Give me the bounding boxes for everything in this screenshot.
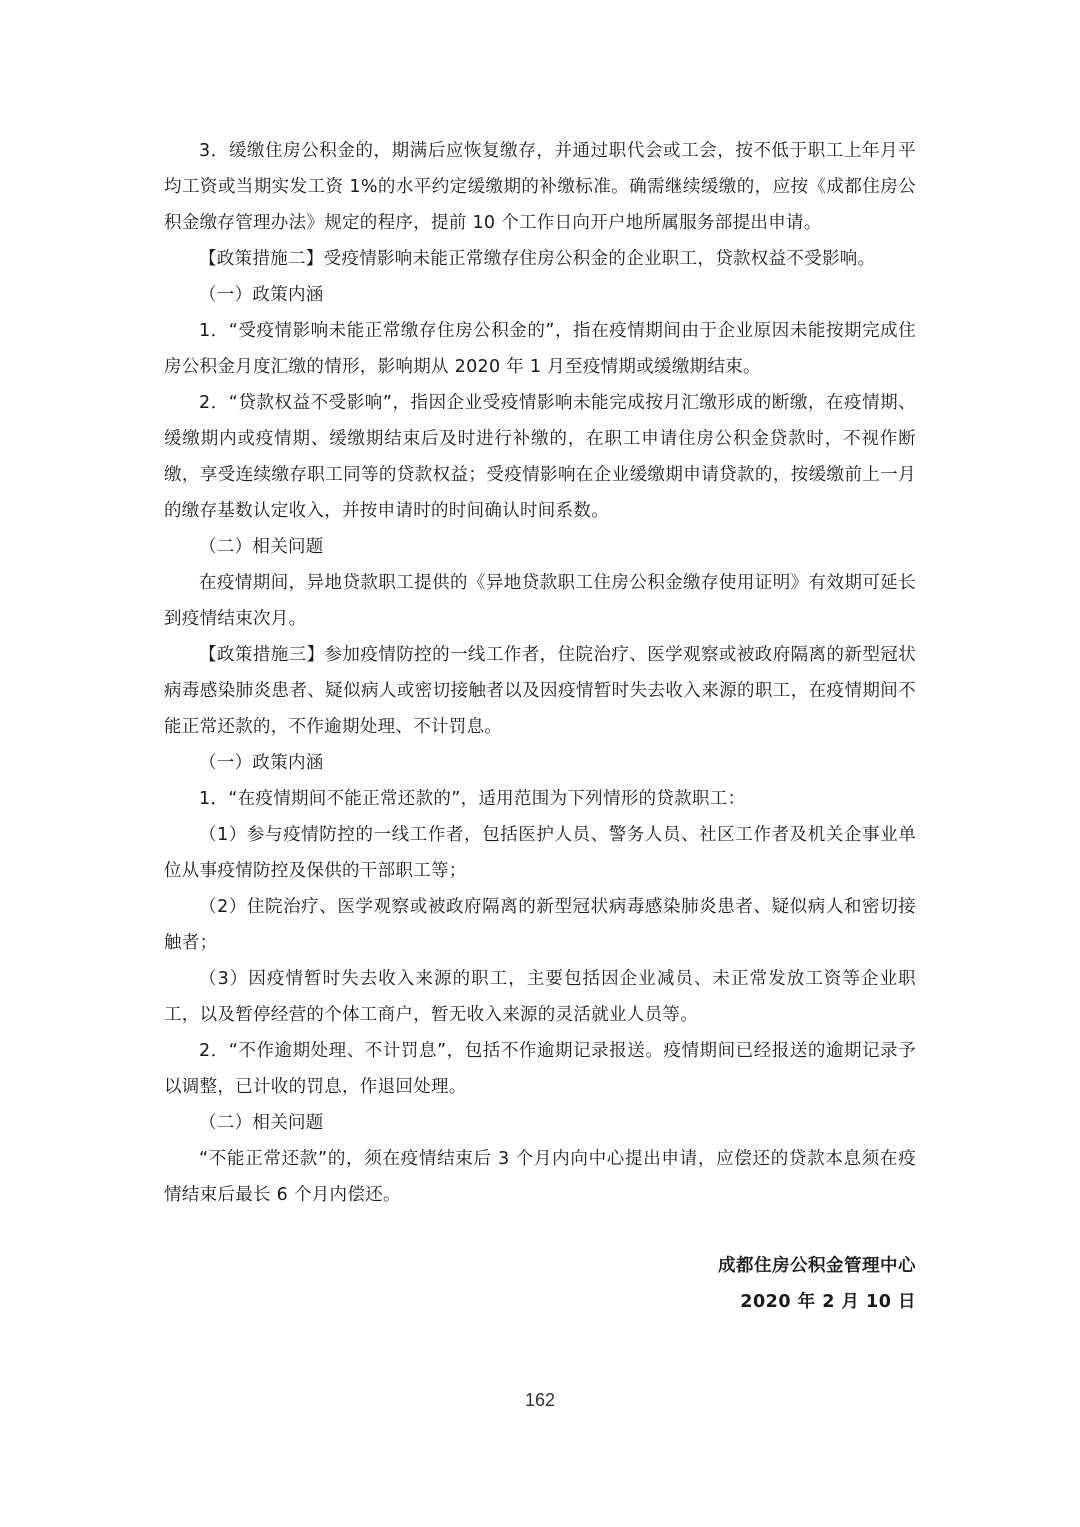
paragraph-remote-loan-proof: 在疫情期间，异地贷款职工提供的《异地贷款职工住房公积金缴存使用证明》有效期可延长到疫情结束次月。 <box>164 573 916 629</box>
paragraph-subitem-3: （3）因疫情暂时失去收入来源的职工，主要包括因企业减员、未正常发放工资等企业职工，以及暂停经营的个体工商户，暂无收入来源的灵活就业人员等。 <box>164 969 916 1025</box>
paragraph-subitem-1: （1）参与疫情防控的一线工作者，包括医护人员、警务人员、社区工作者及机关企事业单位从事疫情防控及保供的干部职工等； <box>164 825 916 881</box>
paragraph-subitem-2: （2）住院治疗、医学观察或被政府隔离的新型冠状病毒感染肺炎患者、疑似病人和密切接触者； <box>164 897 916 953</box>
signature-date: 2020 年 2 月 10 日 <box>740 1292 916 1312</box>
paragraph-policy-content-heading-2: （一）政策内涵 <box>199 753 324 773</box>
paragraph-related-issues-heading-2: （二）相关问题 <box>199 1113 324 1133</box>
paragraph-scope-item-1: 1．“在疫情期间不能正常还款的”，适用范围为下列情形的贷款职工： <box>199 789 746 809</box>
paragraph-policy-content-heading: （一）政策内涵 <box>199 285 324 305</box>
paragraph-deferral-resume: 3．缓缴住房公积金的，期满后应恢复缴存，并通过职代会或工会，按不低于职工上年月平均工资或当期实发工资 1%的水平约定缓缴期的补缴标准。确需继续缓缴的，应按《成都住房公积金缴存管理办法》规定的程序，提前 10 个工作日向开户地所属服务部提出申请。 <box>164 141 916 233</box>
paragraph-item-1: 1．“受疫情影响未能正常缴存住房公积金的”，指在疫情期间由于企业原因未能按期完成住房公积金月度汇缴的情形，影响期从 2020 年 1 月至疫情期或缓缴期结束。 <box>164 321 916 377</box>
document-body <box>164 133 916 1213</box>
paragraph-policy-measure-3: 【政策措施三】参加疫情防控的一线工作者，住院治疗、医学观察或被政府隔离的新型冠状病毒感染肺炎患者、疑似病人或密切接触者以及因疫情暂时失去收入来源的职工，在疫情期间不能正常还款的，不作逾期处理、不计罚息。 <box>164 645 916 737</box>
paragraph-repayment-application: “不能正常还款”的，须在疫情结束后 3 个月内向中心提出申请，应偿还的贷款本息须在疫情结束后最长 6 个月内偿还。 <box>164 1149 916 1205</box>
page-number: 162 <box>524 1390 556 1410</box>
paragraph-policy-measure-2: 【政策措施二】受疫情影响未能正常缴存住房公积金的企业职工，贷款权益不受影响。 <box>199 249 876 269</box>
signature-block <box>718 1248 916 1320</box>
paragraph-related-issues-heading: （二）相关问题 <box>199 537 324 557</box>
paragraph-item-2: 2．“贷款权益不受影响”，指因企业受疫情影响未能完成按月汇缴形成的断缴，在疫情期、缓缴期内或疫情期、缓缴期结束后及时进行补缴的，在职工申请住房公积金贷款时，不视作断缴，享受连续缴存职工同等的贷款权益；受疫情影响在企业缓缴期申请贷款的，按缓缴前上一月的缴存基数认定收入，并按申请时的时间确认时间系数。 <box>164 393 916 521</box>
paragraph-scope-item-2: 2．“不作逾期处理、不计罚息”，包括不作逾期记录报送。疫情期间已经报送的逾期记录予以调整，已计收的罚息，作退回处理。 <box>164 1041 916 1097</box>
signature-organization: 成都住房公积金管理中心 <box>718 1256 916 1276</box>
